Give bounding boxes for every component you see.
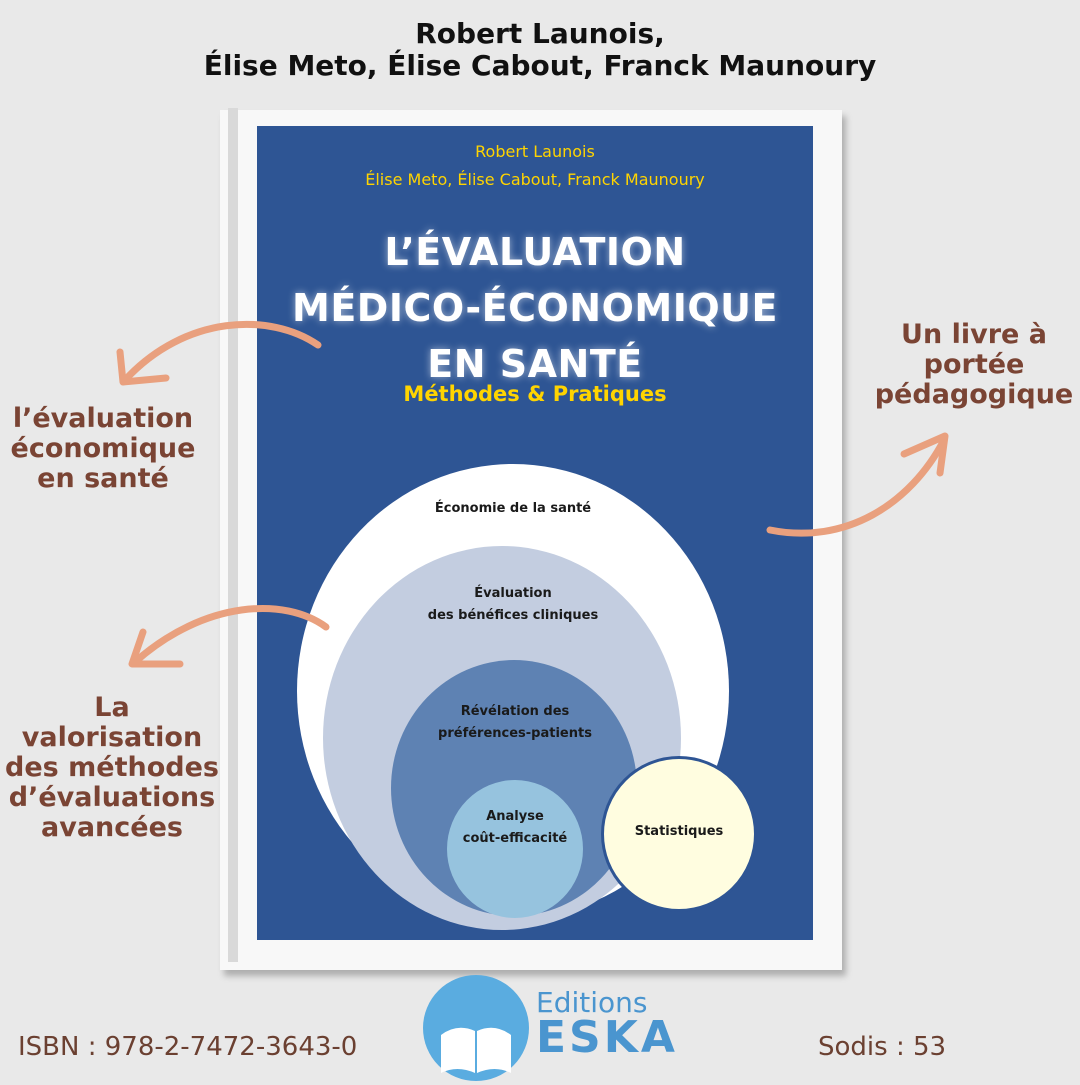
publisher-logo	[423, 975, 529, 1081]
cover-title-line2: MÉDICO-ÉCONOMIQUE	[292, 286, 778, 330]
callout-right-line2: portée	[923, 349, 1025, 380]
callout-left-bottom-line5: avancées	[41, 812, 183, 843]
header-author-line2: Élise Meto, Élise Cabout, Franck Maunoury	[203, 49, 877, 82]
callout-left-top-line1: l’évaluation	[12, 403, 194, 434]
logo-editions-text: Editions	[536, 986, 648, 1019]
callout-left-bottom-line2: valorisation	[21, 722, 203, 753]
label-evaluation-line2: des bénéfices cliniques	[427, 608, 599, 623]
open-book-icon	[423, 975, 529, 1081]
cover-subtitle: Méthodes & Pratiques	[403, 382, 667, 406]
callout-left-bottom-line1: La	[94, 692, 130, 723]
isbn-text: ISBN : 978-2-7472-3643-0	[18, 1032, 358, 1062]
label-economie-sante: Économie de la santé	[434, 501, 592, 516]
label-revelation-line1: Révélation des	[460, 704, 570, 719]
label-revelation-line2: préférences-patients	[438, 726, 592, 741]
cover-author-line2: Élise Meto, Élise Cabout, Franck Maunoury	[365, 170, 705, 189]
callout-left-bottom-line3: des méthodes	[5, 752, 219, 783]
cover-author-line1: Robert Launois	[475, 142, 595, 161]
cover-title-line3: EN SANTÉ	[427, 342, 643, 386]
label-analyse-line2: coût-efficacité	[462, 831, 568, 846]
arrow-left-top	[125, 324, 318, 380]
label-statistiques: Statistiques	[634, 824, 724, 839]
callout-right-line3: pédagogique	[874, 379, 1074, 410]
callout-left-top-line3: en santé	[37, 463, 169, 494]
callout-right	[868, 320, 1080, 410]
arrow-left-bottom	[135, 608, 326, 662]
logo-eska-text: ESKA	[536, 1012, 678, 1063]
header-author-line1: Robert Launois,	[415, 17, 665, 50]
callout-left-bottom	[0, 693, 224, 843]
label-analyse-line1: Analyse	[486, 809, 544, 824]
callout-left-bottom-line4: d’évaluations	[8, 782, 216, 813]
sodis-text: Sodis : 53	[818, 1032, 947, 1062]
label-evaluation-line1: Évaluation	[474, 586, 552, 601]
callout-left-top	[0, 404, 206, 494]
cover-title-line1: L’ÉVALUATION	[384, 230, 686, 274]
callout-right-line1: Un livre à	[901, 319, 1047, 350]
callout-left-top-line2: économique	[10, 433, 196, 464]
arrow-right	[770, 440, 944, 533]
